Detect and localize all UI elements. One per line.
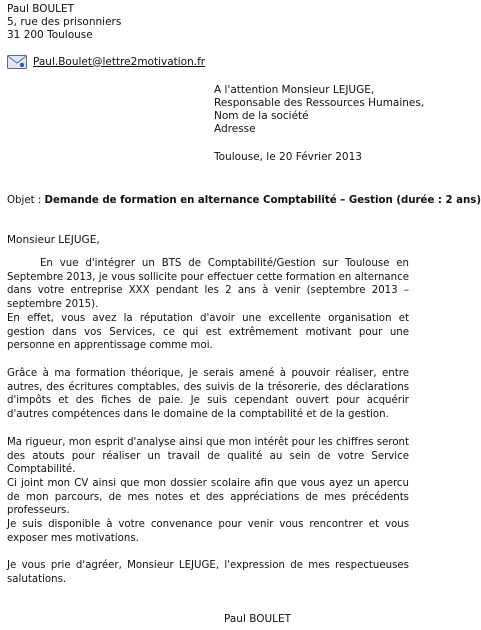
body-paragraph: Grâce à ma formation théorique, je serais amené à pouvoir réaliser, entre autres, des écritures comptables, des suivis de la trésorerie, des déclarations d'impôts et des fiches de paie. Je suis cependant ouvert pour acquérir d'autres compétences dans le domaine de la comptabilité et de la gestion.	[7, 368, 409, 420]
recipient-line: A l'attention Monsieur LEJUGE,	[214, 84, 375, 96]
recipient-line: Adresse	[214, 123, 256, 135]
sender-street: 5, rue des prisonniers	[7, 16, 122, 28]
body-paragraph: En effet, vous avez la réputation d'avoir une excellente organisation et gestion dans vos Services, ce qui est extrêmement motivant pour une personne en apprentissage comme moi.	[7, 313, 409, 351]
letter-subject	[7, 194, 481, 207]
envelope-icon	[7, 55, 27, 69]
letter-date: Toulouse, le 20 Février 2013	[214, 151, 362, 163]
subject-text: Demande de formation en alternance Comptabilité – Gestion (durée : 2 ans)	[44, 195, 481, 206]
sender-email-link[interactable]: Paul.Boulet@lettre2motivation.fr	[33, 55, 206, 68]
letter-salutation: Monsieur LEJUGE,	[7, 234, 100, 246]
sender-email-line	[7, 55, 205, 69]
body-paragraph: Je suis disponible à votre convenance pour venir vous rencontrer et vous exposer mes motivations.	[7, 519, 409, 544]
body-paragraph: En vue d'intégrer un BTS de Comptabilité/Gestion sur Toulouse en Septembre 2013, je vous sollicite pour effectuer cette formation en alternance dans votre entreprise XXX pendant les 2 ans à venir (septembre 2013 – septembre 2015).	[7, 258, 409, 310]
sender-city: 31 200 Toulouse	[7, 29, 93, 41]
body-paragraph: Ci joint mon CV ainsi que mon dossier scolaire afin que vous ayez un apercu de mon parcours, de mes notes et des appréciations de mes précédents professeurs.	[7, 478, 409, 516]
recipient-line: Responsable des Ressources Humaines,	[214, 97, 425, 109]
body-paragraph: Ma rigueur, mon esprit d'analyse ainsi que mon intérêt pour les chiffres seront des atouts pour réaliser un travail de qualité au sein de votre Service Comptabilité.	[7, 437, 409, 475]
sender-name: Paul BOULET	[7, 3, 75, 15]
letter-signature: Paul BOULET	[224, 613, 292, 625]
closing-paragraph: Je vous prie d'agréer, Monsieur LEJUGE, l'expression de mes respectueuses salutations.	[7, 560, 409, 585]
sender-address-block	[7, 3, 121, 42]
recipient-line: Nom de la société	[214, 110, 309, 122]
subject-label: Objet :	[7, 195, 45, 206]
recipient-address-block	[214, 84, 424, 136]
